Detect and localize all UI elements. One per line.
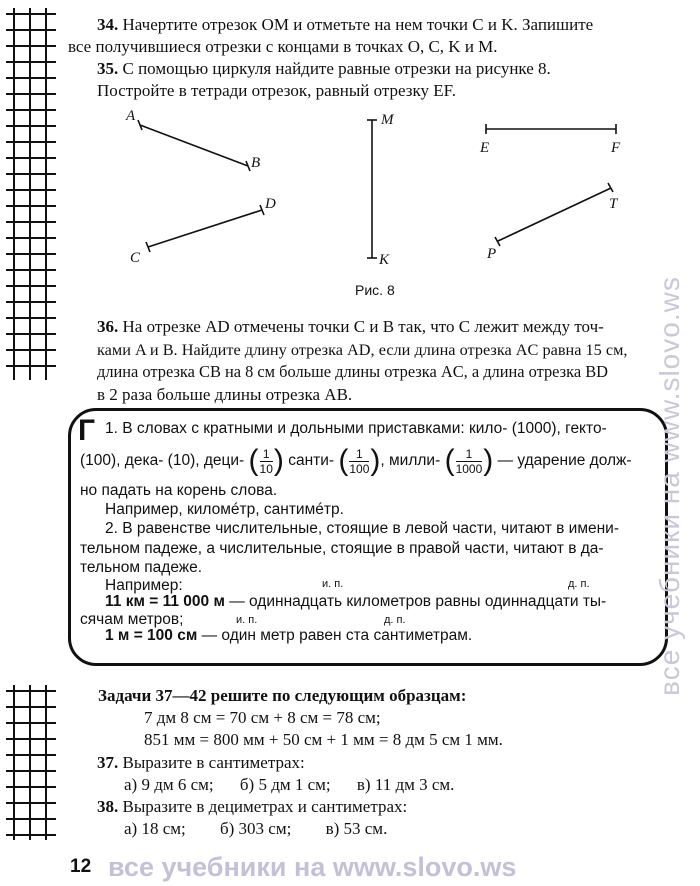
rule-line-6: тельном падеже, а числительные, стоящие в правой части, читают в да- [80,540,604,557]
problem-34-line1: Начертите отрезок OM и отметьте на нем точки C и K. Запишите [122,15,594,34]
fraction-1-100: $\frac{1}{100}$ [349,446,370,476]
problem-38 [97,796,407,840]
case-label-ip-1: и. п. [322,578,344,590]
example-km-text: — одиннадцать километров равны одиннадцати ты- [229,593,607,610]
label-C: C [130,250,141,266]
page-number: 12 [70,856,92,877]
problem-35-line2: Постройте в тетради отрезок, равный отрезку EF. [97,81,456,100]
label-F: F [611,140,621,156]
tasks-example-2: 851 мм = 800 мм + 50 см + 1 мм = 8 дм 5 см 1 мм. [144,730,503,749]
problem-38-text: Выразите в дециметрах и сантиметрах: [122,797,408,816]
rule-line-2b: санти- [288,452,335,470]
problem-38-option-c: в) 53 см. [325,819,388,838]
problem-38-number: 38. [97,797,119,816]
example-m-equation: 1 м = 100 см [105,627,198,644]
problem-36-line3: длина отрезка CB на 8 см больше длины отрезка AC, а длина отрезка BD [97,362,608,381]
label-M: M [381,112,394,128]
tasks-heading: Задачи 37—42 решите по следующим образцам: [98,686,467,705]
rule-line-7: тельном падеже. [80,559,203,576]
case-label-ip-2: и. п. [236,614,258,626]
rule-line-11 [105,627,472,645]
label-B: B [251,155,261,171]
rule-line-2d: — ударение долж- [497,452,632,470]
rule-icon [78,414,95,448]
example-m-text: — один метр равен ста сантиметрам. [201,627,473,644]
label-A: A [126,108,136,124]
label-K: K [379,252,390,268]
rule-line-10: сячам метров; [80,611,184,628]
margin-grid-bottom [0,685,64,840]
rule-line-3: но падать на корень слова. [80,482,278,499]
problem-37-option-a: а) 9 дм 6 см; [124,775,214,794]
rule-line-5: 2. В равенстве числительные, стоящие в левой части, читают в имени- [105,520,619,537]
rule-line-9 [105,593,606,611]
problem-35-number: 35. [97,59,119,78]
label-D: D [265,196,276,212]
figure-caption: Рис. 8 [355,282,395,298]
problem-36-line2: ками A и B. Найдите длину отрезка AD, если длина отрезка AC равна 15 см, [97,339,628,359]
problem-37-option-b: б) 5 дм 1 см; [239,775,331,794]
problem-36-number: 36. [97,317,119,336]
fraction-1-1000: $\frac{1}{1000}$ [455,446,483,476]
case-label-dp-2: д. п. [384,614,406,626]
fraction-1-10: $\frac{1}{10}$ [259,446,273,476]
problem-34-number: 34. [97,15,119,34]
rule-line-2a: (100), дека- (10), деци- [80,452,245,470]
problem-36 [97,316,628,406]
rule-line-8: Например: [105,577,183,594]
problem-38-option-b: б) 303 см; [219,819,292,838]
case-label-dp-1: д. п. [568,578,590,590]
rule-line-1: 1. В словах с кратными и дольными приставками: кило- (1000), гекто- [105,420,607,437]
problem-37 [97,752,454,796]
problem-37-number: 37. [97,753,119,772]
example-km-equation: 11 км = 11 000 м [105,593,225,610]
label-T: T [609,196,618,212]
rule-line-4: Например, киломéтр, сантимéтр. [105,501,344,518]
tasks-example-1: 7 дм 8 см = 70 см + 8 см = 78 см; [144,708,381,727]
label-E: E [480,140,490,156]
problem-36-line4: в 2 раза больше длины отрезка AB. [97,384,353,404]
problem-36-line1: На отрезке AD отмечены точки C и B так, что C лежит между точ- [122,317,604,336]
problem-34-line2: все получившиеся отрезки с концами в точках O, C, K и M. [68,37,498,56]
rule-line-2: (100), дека- (10), деци- ( $\frac{1}{10}$ ) санти- ( $\frac{1}{100}$ ), милли- ( $\frac{1}{1000}$ ) — ударение долж- [80,444,632,477]
rule-icon-letter: Г [78,414,96,447]
label-P: P [487,246,497,262]
watermark-side: все учебники на www.slovo.ws [654,276,686,696]
problem-38-option-a: а) 18 см; [124,819,186,838]
rule-line-2c: , милли- [380,452,441,470]
problem-35-line1: С помощью циркуля найдите равные отрезки на рисунке 8. [122,59,551,78]
problem-37-option-c: в) 11 дм 3 см. [356,775,455,794]
figure-8-segments [0,0,700,300]
watermark-bottom: все учебники на www.slovo.ws [108,852,517,882]
problem-37-text: Выразите в сантиметрах: [122,753,305,772]
